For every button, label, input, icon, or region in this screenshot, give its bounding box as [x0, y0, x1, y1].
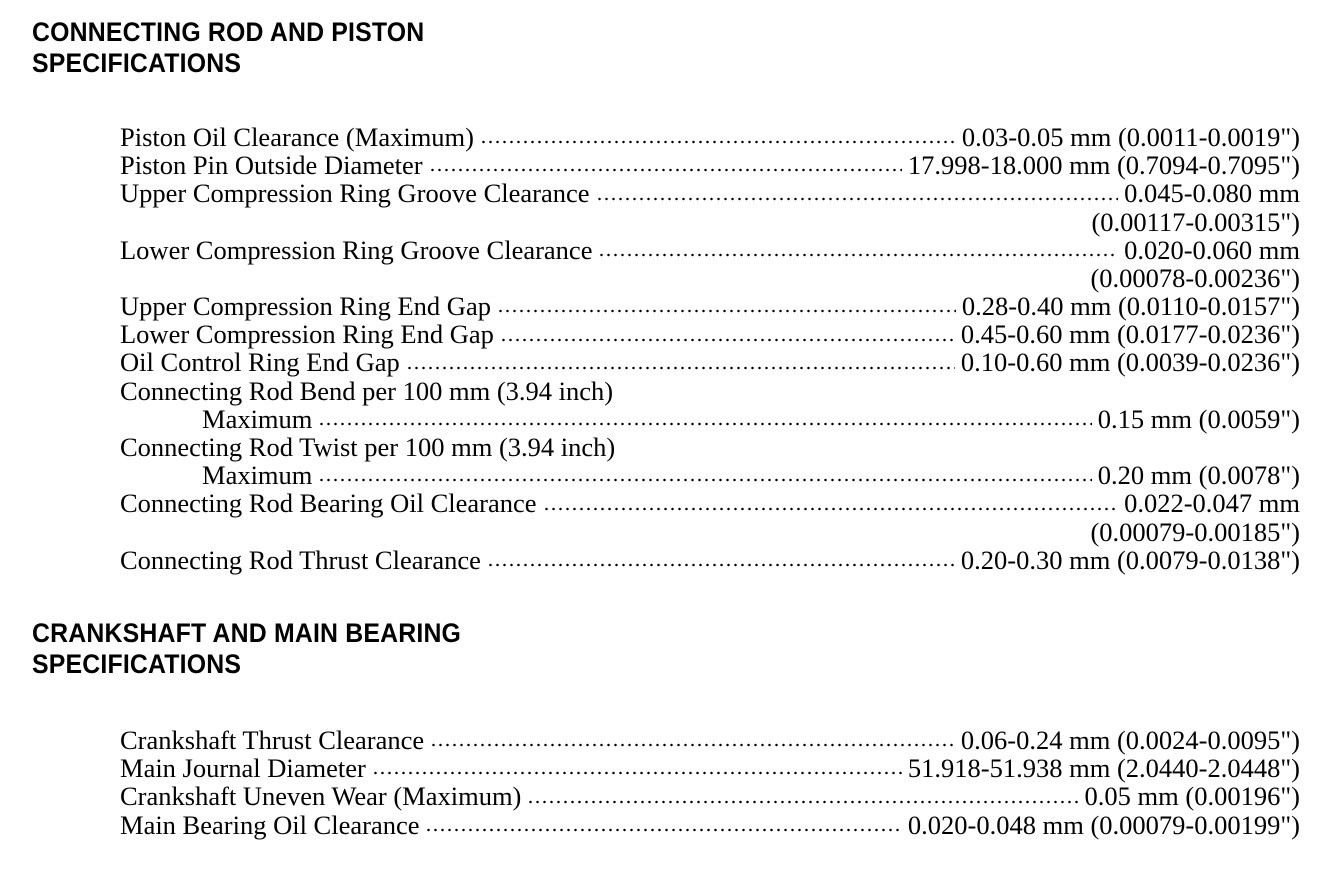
spec-heading: Connecting Rod Twist per 100 mm (3.94 inch) [120, 432, 616, 463]
dot-leader [527, 799, 1078, 805]
section-title-crankshaft [32, 618, 461, 680]
spec-row [120, 179, 1300, 207]
spec-row [120, 754, 1300, 782]
dot-leader [598, 252, 1118, 258]
spec-list-connecting-rod [120, 123, 1300, 574]
spec-value: 0.03-0.05 mm (0.0011-0.0019") [961, 121, 1300, 152]
spec-value: 0.28-0.40 mm (0.0110-0.0157") [961, 291, 1300, 322]
spec-label: Crankshaft Thrust Clearance [120, 724, 425, 755]
dot-leader [318, 477, 1091, 483]
dot-leader [406, 365, 955, 371]
spec-value: 0.020-0.060 mm [1124, 234, 1300, 265]
spec-list-crankshaft [120, 726, 1300, 839]
spec-value: 0.05 mm (0.00196") [1084, 781, 1300, 812]
section-title-line: CONNECTING ROD AND PISTON [32, 17, 425, 47]
spec-value: 0.022-0.047 mm [1124, 488, 1300, 519]
spec-label: Piston Pin Outside Diameter [120, 150, 423, 181]
spec-label: Main Journal Diameter [120, 753, 366, 784]
spec-row [120, 782, 1300, 810]
spec-row [120, 405, 1300, 433]
spec-value: 0.045-0.080 mm [1124, 178, 1300, 209]
spec-label: Lower Compression Ring Groove Clearance [120, 234, 593, 265]
section-title-line: SPECIFICATIONS [32, 48, 242, 78]
spec-heading: Connecting Rod Bend per 100 mm (3.94 inch) [120, 375, 614, 406]
dot-leader [318, 421, 1091, 427]
spec-label: Connecting Rod Thrust Clearance [120, 544, 481, 575]
spec-value-continued: (0.00117-0.00315") [1091, 206, 1300, 237]
spec-value: 0.06-0.24 mm (0.0024-0.0095") [960, 724, 1300, 755]
dot-leader [429, 167, 902, 173]
dot-leader [425, 827, 901, 833]
spec-row [120, 236, 1300, 264]
spec-value: 17.998-18.000 mm (0.7094-0.7095") [907, 150, 1300, 181]
spec-row [120, 320, 1300, 348]
spec-label: Maximum [202, 460, 313, 491]
spec-value: 0.20-0.30 mm (0.0079-0.0138") [960, 544, 1300, 575]
spec-row [120, 811, 1300, 839]
dot-leader [372, 770, 902, 776]
dot-leader [497, 308, 956, 314]
spec-row [120, 489, 1300, 517]
spec-value: 0.10-0.60 mm (0.0039-0.0236") [960, 347, 1300, 378]
spec-row [120, 349, 1300, 377]
spec-row [120, 461, 1300, 489]
spec-row [120, 726, 1300, 754]
spec-value: 0.15 mm (0.0059") [1097, 403, 1300, 434]
spec-label: Upper Compression Ring Groove Clearance [120, 178, 590, 209]
spec-value-continued: (0.00078-0.00236") [1090, 262, 1300, 293]
spec-value: 0.20 mm (0.0078") [1097, 460, 1300, 491]
spec-label: Main Bearing Oil Clearance [120, 809, 420, 840]
section-title-line: SPECIFICATIONS [32, 649, 242, 679]
section-title-connecting-rod [32, 17, 424, 79]
spec-value-continued: (0.00079-0.00185") [1090, 516, 1300, 547]
dot-leader [480, 139, 956, 145]
spec-value: 0.45-0.60 mm (0.0177-0.0236") [960, 319, 1300, 350]
spec-row [120, 546, 1300, 574]
spec-label: Crankshaft Uneven Wear (Maximum) [120, 781, 522, 812]
dot-leader [430, 742, 955, 748]
spec-label: Upper Compression Ring End Gap [120, 291, 491, 322]
spec-label: Oil Control Ring End Gap [120, 347, 400, 378]
section-title-line: CRANKSHAFT AND MAIN BEARING [32, 618, 462, 648]
spec-label: Connecting Rod Bearing Oil Clearance [120, 488, 537, 519]
spec-value: 0.020-0.048 mm (0.00079-0.00199") [907, 809, 1300, 840]
dot-leader [543, 506, 1119, 512]
spec-label: Lower Compression Ring End Gap [120, 319, 494, 350]
dot-leader [500, 337, 955, 343]
spec-value: 51.918-51.938 mm (2.0440-2.0448") [907, 753, 1300, 784]
spec-row [120, 292, 1300, 320]
spec-label: Piston Oil Clearance (Maximum) [120, 121, 474, 152]
dot-leader [487, 562, 955, 568]
dot-leader [596, 196, 1119, 202]
spec-row [120, 123, 1300, 151]
spec-label: Maximum [202, 403, 313, 434]
spec-row [120, 151, 1300, 179]
